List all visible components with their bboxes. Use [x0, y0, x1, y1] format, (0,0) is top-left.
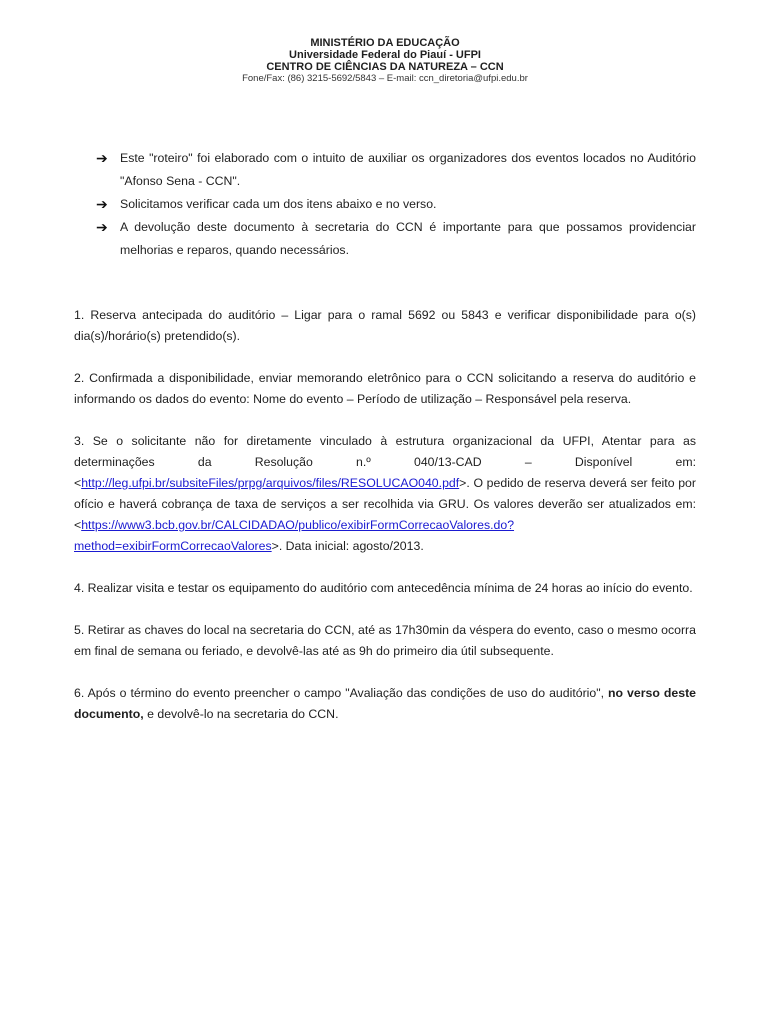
item-6-text: 6. Após o término do evento preencher o campo "Avaliação das condições de uso do auditório",: [74, 686, 609, 700]
bullet-text: Solicitamos verificar cada um dos itens abaixo e no verso.: [120, 197, 437, 211]
checklist-item-3: [74, 431, 696, 557]
intro-bullet-list: [96, 147, 696, 262]
ministry-name: MINISTÉRIO DA EDUCAÇÃO: [310, 37, 460, 49]
right-arrow-icon: ➔: [96, 219, 108, 235]
bullet-item: [96, 216, 696, 262]
item-3-lt: <: [74, 476, 82, 490]
checklist-item-5: 5. Retirar as chaves do local na secretaria do CCN, até as 17h30min da véspera do evento, caso o mesmo ocorra em final de semana ou feriado, e devolvê-las até as 9h do primeiro dia útil subsequente.: [74, 623, 696, 658]
right-arrow-icon: ➔: [96, 150, 108, 166]
bullet-item: [96, 193, 696, 216]
right-arrow-icon: ➔: [96, 196, 108, 212]
bullet-text: A devolução deste documento à secretaria do CCN é importante para que possamos providenciar melhorias e reparos, quando necessários.: [120, 220, 696, 257]
university-name: Universidade Federal do Piauí - UFPI: [289, 49, 481, 61]
item-3-text-2: >. O pedido de reserva deverá ser feito por ofício e haverá cobrança de taxa de serviços a ser recolhida via GRU. Os valores deverão ser atualizados em: <: [74, 476, 696, 532]
checklist-item-2: 2. Confirmada a disponibilidade, enviar memorando eletrônico para o CCN solicitando a reserva do auditório e informando os dados do evento: Nome do evento – Período de utilização – Responsável pela reserva.: [74, 371, 696, 406]
item-3-text-3: >. Data inicial: agosto/2013.: [271, 539, 424, 553]
letterhead: [0, 37, 770, 85]
checklist-item-6: [74, 683, 696, 725]
resolution-link[interactable]: http://leg.ufpi.br/subsiteFiles/prpg/arquivos/files/RESOLUCAO040.pdf: [81, 476, 460, 490]
item-6-bold: no verso deste documento,: [74, 686, 696, 721]
contact-line: Fone/Fax: (86) 3215-5692/5843 – E-mail: ccn_diretoria@ufpi.edu.br: [242, 73, 528, 84]
checklist-item-1: 1. Reserva antecipada do auditório – Ligar para o ramal 5692 ou 5843 e verificar disponibilidade para o(s) dia(s)/horário(s) pretendido(s).: [74, 308, 696, 343]
item-6-text-2: e devolvê-lo na secretaria do CCN.: [143, 707, 339, 721]
item-3-text: 3. Se o solicitante não for diretamente vinculado à estrutura organizacional da UFPI, Atentar para as determinações da Resolução n.º 040/13-CAD – Disponível em:: [74, 434, 696, 469]
bullet-text: Este "roteiro" foi elaborado com o intuito de auxiliar os organizadores dos eventos locados no Auditório "Afonso Sena - CCN".: [120, 151, 696, 188]
checklist: [74, 305, 696, 725]
center-name: CENTRO DE CIÊNCIAS DA NATUREZA – CCN: [266, 61, 504, 73]
bcb-calculator-link[interactable]: https://www3.bcb.gov.br/CALCIDADAO/publico/exibirFormCorrecaoValores.do?method=exibirFormCorrecaoValores: [74, 518, 515, 553]
checklist-item-4: 4. Realizar visita e testar os equipamento do auditório com antecedência mínima de 24 horas ao início do evento.: [74, 581, 693, 595]
bullet-item: [96, 147, 696, 193]
